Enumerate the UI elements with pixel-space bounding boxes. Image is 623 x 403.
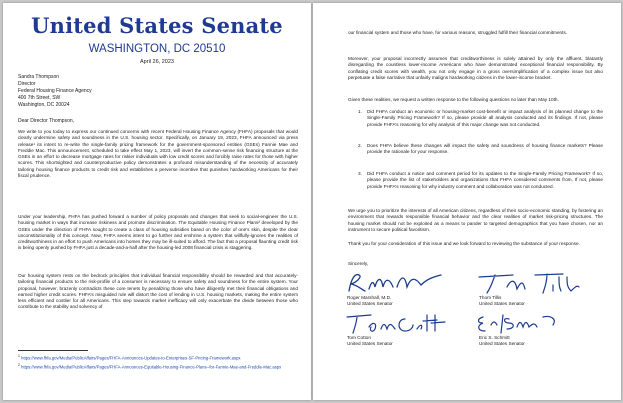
- footnotes: [18, 354, 298, 372]
- footnote-divider: [18, 350, 88, 351]
- letterhead-title: United States Senate: [31, 13, 283, 38]
- recipient-line: Sandra Thompson: [18, 74, 60, 80]
- body-paragraph: We urge you to prioritize the interests of all American citizens, regardless of their socio-economic standing, by fostering an environment that rewards responsible financial behavior and the clear realities of market risk-pricing structures. The housing market should not be exploited as a means to pander to targeted demographics that you have chosen, nor an instrument to secure political favoritism.: [348, 208, 603, 232]
- letter-date: April 26, 2023: [140, 59, 174, 65]
- signature-block: [341, 311, 451, 348]
- body-paragraph: Our housing system rests on the bedrock principles that individual financial responsibility should be rewarded and that accurately-tailoring financial products to the risk-profile of a consumer is necessary to ensure safety and soundness for the entire system. Your proposal, however, brazenly contradicts these core tenets by penalizing those who have diligently met their financial obligations and earned higher credit scores. FHFA’s misguided rule will distort the cost of lending in U.S. housing markets, making the entire system less efficient and costlier for all Americans. This step towards market inefficacy will only exacerbate the divide between those who contribute to the stability and solvency of: [18, 273, 298, 310]
- signer-title: United States Senator: [347, 341, 393, 347]
- signer-name: Roger Marshall, M.D.: [347, 295, 392, 300]
- footnote-number: 1: [18, 354, 20, 358]
- signature-block: [341, 269, 451, 308]
- signer-name: Tom Cotton: [347, 335, 371, 340]
- footnote-link[interactable]: https://www.fhfa.gov/Media/PublicAffairs/Pages/FHFA-Announces-Updates-to-Enterprises-SF-Pricing-Framework.aspx: [21, 355, 241, 361]
- body-paragraph: Moreover, your proposal incorrectly assumes that creditworthiness is solely attained by only the affluent, blatantly disregarding the countless lower-income Americans who have demonstrated exceptional financial responsibility. By conflating credit scores with wealth, you not only engage in a gross oversimplification of a complex issue but also perpetuate a false narrative that unfairly maligns hardworking citizens in the lower-income bracket.: [348, 56, 603, 80]
- recipient-line: Washington, DC 20024: [18, 102, 70, 108]
- body-paragraph: Thank you for your consideration of this issue and we look forward to reviewing the substance of your response.: [348, 241, 580, 246]
- question-number: 3.: [358, 171, 362, 176]
- questions-intro: Given these realities, we request a written response to the following questions no later than May 10th.: [348, 97, 559, 102]
- letter-page-2: [313, 3, 621, 400]
- signature-image: [341, 269, 451, 295]
- signer-title: United States Senator: [347, 301, 393, 307]
- footnote: [18, 354, 298, 361]
- letter-page-1: [3, 3, 311, 400]
- body-paragraph: Under your leadership, FHFA has pushed forward a number of policy proposals and changes that seek to social-engineer the U.S. housing market in ways that increase riskiness and promote discrimination. The Equitable Housing Finance Plans² developed by the GSEs under the direction of FHFA sought to create a class of housing subsidies based on the color of one’s skin, despite the clear unconstitutionality of this concept. Now, FHFA seems intent to go further and enshrine a system that willfully-ignores the realities of creditworthiness in an effort to push Americans into homes they may be ill-suited to afford. The fact that a proposal flaunting credit risk is being openly pushed by FHFA just a decade-and-a-half after the housing-led 2008 financial crisis is staggering.: [18, 214, 298, 251]
- signer-title: United States Senator: [479, 301, 525, 307]
- footnote: [18, 363, 298, 370]
- footnote-number: 2: [18, 362, 20, 367]
- footnote-link[interactable]: https://www.fhfa.gov/Media/PublicAffairs/Pages/FHFA-Announces-Equitable-Housing-Finance-Plans--for-Fannie-Mae-and-Freddie-Mac.aspx: [21, 364, 282, 370]
- question-text: Did FHFA conduct a notice and comment period for its updates to the Single-Family Pricing Framework? If so, please provide the list of stakeholders and organizations that FHFA considered comments from. If not, please provide FHFA’s reasoning for why industry comment and collaboration was not conducted.: [367, 171, 603, 189]
- recipient-line: Director: [18, 81, 36, 87]
- recipient-address: [18, 74, 92, 109]
- signature-image: [473, 269, 583, 295]
- signer-name: Eric S. Schmitt: [479, 335, 510, 340]
- signature-image: [341, 311, 451, 335]
- recipient-line: 400 7th Street, SW: [18, 95, 61, 101]
- signer-name: Thom Tillis: [479, 295, 502, 300]
- question-text: Did FHFA conduct an economic or housing-market cost-benefit or impact analysis of its planned change to the Single-Family Pricing Framework? If so, please provide all analysis conducted and its findings. If not, please provide FHFA’s reasoning for why analysis of this major change was not conducted.: [367, 109, 603, 127]
- signature-block: [473, 311, 583, 348]
- body-paragraph: We write to you today to express our continued concerns with recent Federal Housing Finance Agency (FHFA) proposals that would clearly undermine safety and soundness in the U.S. housing sector. Specifically, on January 19, 2023, FHFA announced via press release¹ its intent to re-write the single-family pricing framework for the government-sponsored entities (GSEs) Fannie Mae and Freddie Mac. This announcement, scheduled to take effect May 1, 2023, will invert the common-sense risk financing structure at the GSEs in an effort to decrease mortgage rates for riskier individuals with low credit scores and forcibly raise rates for those with higher scores. This shortsighted and counterproductive policy demonstrates a profound misunderstanding of the necessity of accurately tailoring housing finance products to credit risk and establishes a perverse incentive that punishes hardworking Americans for their fiscal prudence.: [18, 129, 298, 179]
- question-item: [358, 109, 603, 128]
- closing: Sincerely,: [348, 261, 369, 266]
- question-text: Does FHFA believe these changes will impact the safety and soundness of housing finance markets? Please provide the rationale for your response.: [367, 143, 603, 155]
- question-number: 2.: [358, 143, 362, 148]
- salutation: Dear Director Thompson,: [18, 118, 75, 124]
- recipient-line: Federal Housing Finance Agency: [18, 88, 92, 94]
- question-item: [358, 143, 603, 156]
- signature-block: [473, 269, 583, 308]
- signature-image: [473, 311, 583, 335]
- letterhead-city: WASHINGTON, DC 20510: [88, 43, 226, 55]
- question-number: 1.: [358, 109, 362, 114]
- body-paragraph: our financial system and those who have, for various reasons, struggled fulfill their financial commitments.: [348, 30, 568, 35]
- signer-title: United States Senator: [479, 341, 525, 347]
- question-item: [358, 171, 603, 190]
